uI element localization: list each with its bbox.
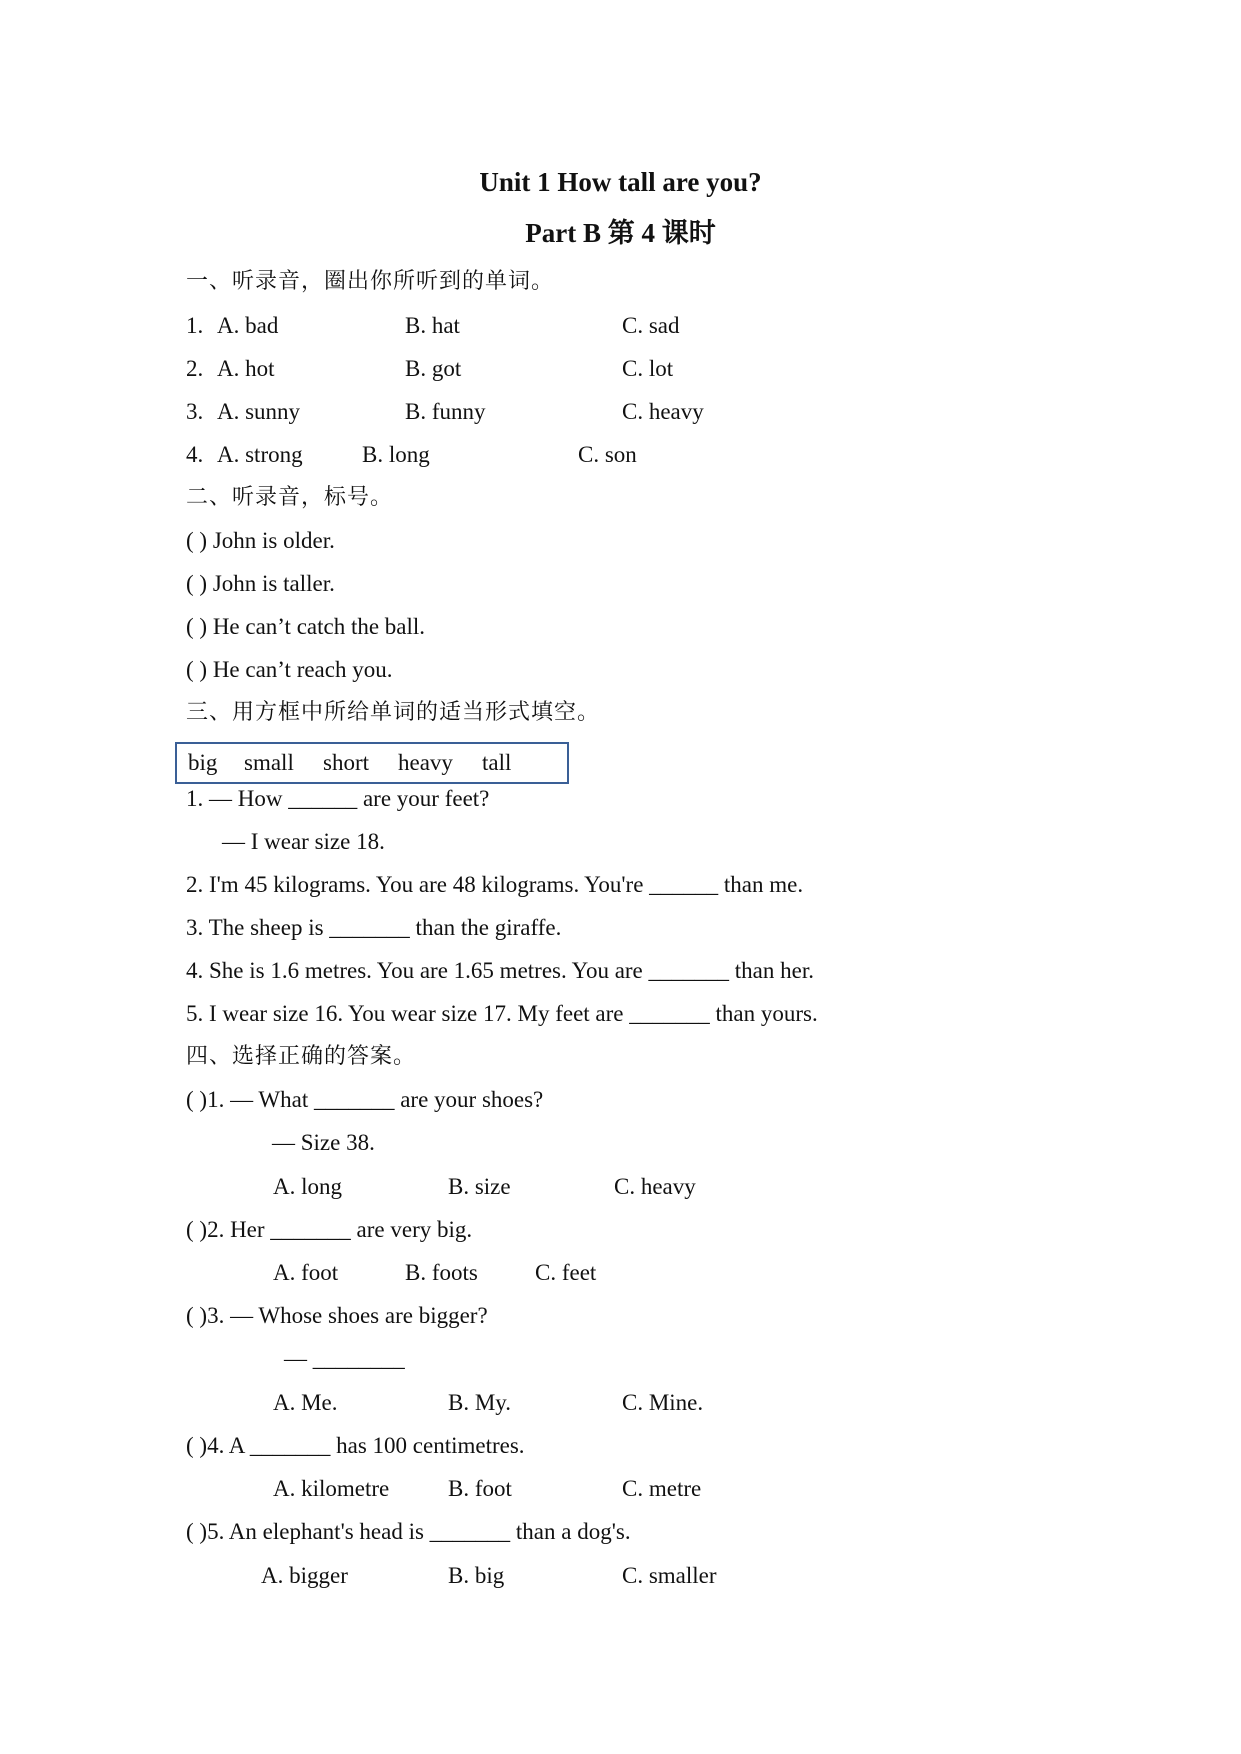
option-b: B. funny xyxy=(405,399,486,424)
page-subtitle: Part B 第 4 课时 xyxy=(525,218,716,248)
option-b: B. foot xyxy=(448,1476,512,1501)
option-c: C. sad xyxy=(622,313,680,338)
question-reply: — ________ xyxy=(284,1346,405,1371)
word-big: big xyxy=(188,750,218,775)
option-a: A. long xyxy=(273,1174,342,1199)
option-b: B. hat xyxy=(405,313,460,338)
word-tall: tall xyxy=(482,750,512,775)
item-number: 4. xyxy=(186,442,204,467)
option-a: A. Me. xyxy=(273,1390,338,1415)
word-small: small xyxy=(244,750,294,775)
option-b: B. size xyxy=(448,1174,511,1199)
question-stem: ( )2. Her _______ are very big. xyxy=(186,1217,473,1242)
listening-item: ( ) He can’t catch the ball. xyxy=(186,614,426,639)
option-c: C. son xyxy=(578,442,637,467)
question-stem: ( )4. A _______ has 100 centimetres. xyxy=(186,1433,525,1458)
item-number: 3. xyxy=(186,399,204,424)
option-a: A. bad xyxy=(217,313,279,338)
question-stem: ( )5. An elephant's head is _______ than a dog's. xyxy=(186,1519,631,1544)
question-stem: ( )3. — Whose shoes are bigger? xyxy=(186,1303,488,1328)
listening-item: ( ) John is older. xyxy=(186,528,335,553)
option-c: C. lot xyxy=(622,356,674,381)
option-a: A. kilometre xyxy=(273,1476,390,1501)
section4-heading: 四、选择正确的答案。 xyxy=(186,1044,417,1069)
word-short: short xyxy=(323,750,369,775)
word-box xyxy=(175,742,569,784)
section3-heading: 三、用方框中所给单词的适当形式填空。 xyxy=(186,700,601,725)
word-heavy: heavy xyxy=(398,750,453,775)
section1-heading: 一、听录音，圈出你所听到的单词。 xyxy=(186,269,555,294)
fill-item: 2. I'm 45 kilograms. You are 48 kilograms. You're ______ than me. xyxy=(186,872,804,897)
section2-heading: 二、听录音，标号。 xyxy=(186,485,394,510)
option-c: C. metre xyxy=(622,1476,702,1501)
option-c: C. Mine. xyxy=(622,1390,704,1415)
option-a: A. hot xyxy=(217,356,275,381)
option-b: B. big xyxy=(448,1563,505,1588)
option-a: A. bigger xyxy=(261,1563,348,1588)
fill-item-reply: — I wear size 18. xyxy=(222,829,385,854)
question-stem: ( )1. — What _______ are your shoes? xyxy=(186,1087,544,1112)
option-a: A. foot xyxy=(273,1260,339,1285)
item-number: 1. xyxy=(186,313,204,338)
page-title: Unit 1 How tall are you? xyxy=(479,167,762,197)
option-c: C. smaller xyxy=(622,1563,717,1588)
fill-item: 4. She is 1.6 metres. You are 1.65 metres. You are _______ than her. xyxy=(186,958,814,983)
option-a: A. strong xyxy=(217,442,303,467)
option-b: B. long xyxy=(362,442,430,467)
item-number: 2. xyxy=(186,356,204,381)
option-b: B. foots xyxy=(405,1260,478,1285)
question-reply: — Size 38. xyxy=(272,1130,375,1155)
listening-item: ( ) John is taller. xyxy=(186,571,335,596)
option-b: B. My. xyxy=(448,1390,512,1415)
fill-item: 1. — How ______ are your feet? xyxy=(186,786,490,811)
option-c: C. heavy xyxy=(614,1174,696,1199)
option-b: B. got xyxy=(405,356,462,381)
option-c: C. feet xyxy=(535,1260,597,1285)
listening-item: ( ) He can’t reach you. xyxy=(186,657,393,682)
fill-item: 5. I wear size 16. You wear size 17. My feet are _______ than yours. xyxy=(186,1001,818,1026)
fill-item: 3. The sheep is _______ than the giraffe. xyxy=(186,915,562,940)
option-c: C. heavy xyxy=(622,399,704,424)
option-a: A. sunny xyxy=(217,399,301,424)
